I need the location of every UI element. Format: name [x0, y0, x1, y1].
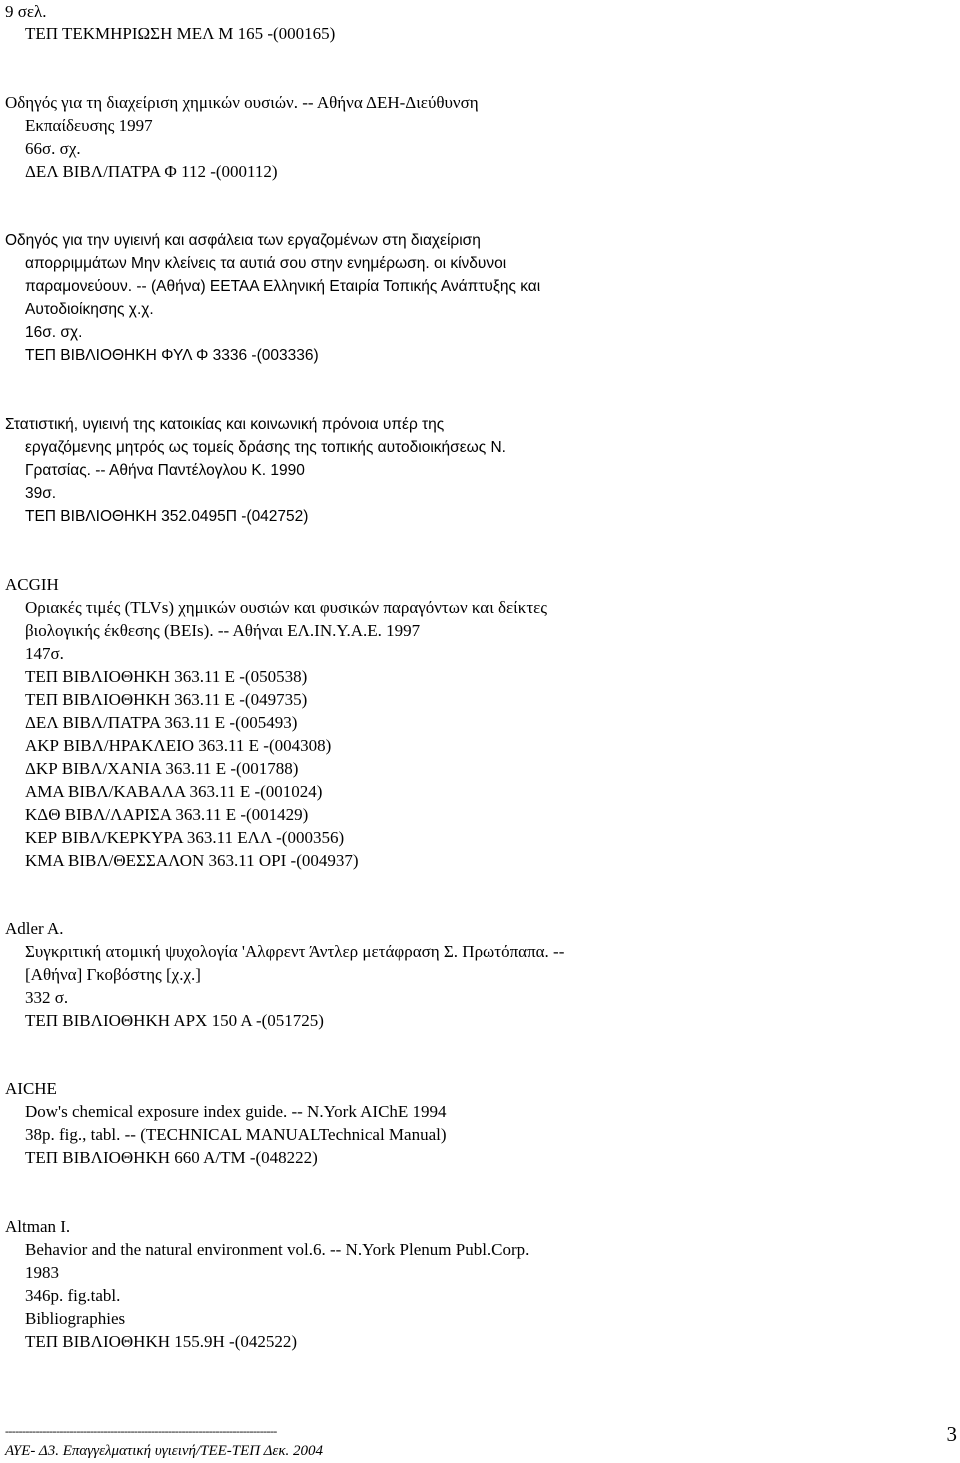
entry-subject: Bibliographies — [25, 1309, 126, 1328]
entry-title: Οδηγός για τη διαχείριση χημικών ουσιών. -- Αθήνα ΔΕΗ-Διεύθυνση — [5, 93, 479, 112]
entry-title-continued: παραμονεύουν. -- (Αθήνα) ΕΕΤΑΑ Ελληνική Εταιρία Τοπικής Ανάπτυξης και — [25, 278, 541, 295]
entry-pages: 332 σ. — [25, 988, 69, 1007]
entry-shelf-mark: ΤΕΠ ΒΙΒΛΙΟΘΗΚΗ ΑΡΧ 150 Α -(051725) — [25, 1011, 324, 1030]
footer-text: ΑΥΕ- Δ3. Επαγγελματική υγιεινή/ΤΕΕ-ΤΕΠ Δεκ. 2004 — [5, 1443, 324, 1459]
entry-title-continued: εργαζόμενης μητρός ως τομείς δράσης της τοπικής αυτοδιοικήσεως Ν. — [25, 439, 506, 456]
entry-title: Dow's chemical exposure index guide. -- N.York AIChE 1994 — [25, 1102, 447, 1121]
entry-shelf-mark: ΤΕΠ ΒΙΒΛΙΟΘΗΚΗ ΦΥΛ Φ 3336 -(003336) — [25, 347, 319, 364]
entry-title-continued: Εκπαίδευσης 1997 — [25, 116, 153, 135]
entry-pages: 39σ. — [25, 485, 57, 502]
entry-shelf-mark: ΤΕΠ ΒΙΒΛΙΟΘΗΚΗ 352.0495Π -(042752) — [25, 508, 309, 525]
entry-title-continued: απορριμμάτων Μην κλείνεις τα αυτιά σου στην ενημέρωση. οι κίνδυνοι — [25, 255, 507, 272]
holding-line: ΚΜΑ ΒΙΒΛ/ΘΕΣΣΑΛΟΝ 363.11 ΟΡΙ -(004937) — [25, 851, 359, 870]
holding-line: ΤΕΠ ΒΙΒΛΙΟΘΗΚΗ 363.11 Ε -(050538) — [25, 667, 308, 686]
entry-title: Συγκριτική ατομική ψυχολογία 'Αλφρεντ Άντλερ μετάφραση Σ. Πρωτόπαπα. -- — [25, 942, 565, 961]
entry-pages: 16σ. σχ. — [25, 324, 83, 341]
entry-title-continued: 1983 — [25, 1263, 59, 1282]
entry-shelf-mark: ΔΕΛ ΒΙΒΛ/ΠΑΤΡΑ Φ 112 -(000112) — [25, 162, 278, 181]
holding-line: ΑΜΑ ΒΙΒΛ/ΚΑΒΑΛΑ 363.11 Ε -(001024) — [25, 782, 323, 801]
record-shelf-mark: ΤΕΠ ΤΕΚΜΗΡΙΩΣΗ ΜΕΛ Μ 165 -(000165) — [25, 24, 336, 43]
footer-rule: -------------------------------------------------------------------------------- — [5, 1424, 277, 1438]
entry-pages: 66σ. σχ. — [25, 139, 81, 158]
entry-title-continued: Αυτοδιοίκησης χ.χ. — [25, 301, 154, 318]
entry-author: Altman I. — [5, 1217, 71, 1236]
entry-shelf-mark: ΤΕΠ ΒΙΒΛΙΟΘΗΚΗ 660 Α/ΤΜ -(048222) — [25, 1148, 318, 1167]
record-pages: 9 σελ. — [5, 2, 47, 21]
entry-pages: 346p. fig.tabl. — [25, 1286, 121, 1305]
entry-title-continued: [Αθήνα] Γκοβόστης [χ.χ.] — [25, 965, 201, 984]
entry-author: AICHE — [5, 1079, 57, 1098]
entry-author: Adler A. — [5, 919, 64, 938]
entry-pages: 147σ. — [25, 644, 64, 663]
holding-line: ΚΔΘ ΒΙΒΛ/ΛΑΡΙΣΑ 363.11 Ε -(001429) — [25, 805, 309, 824]
holding-line: ΔΚΡ ΒΙΒΛ/ΧΑΝΙΑ 363.11 Ε -(001788) — [25, 759, 299, 778]
entry-title: Οδηγός για την υγιεινή και ασφάλεια των εργαζομένων στη διαχείριση — [5, 232, 481, 249]
holding-line: ΚΕΡ ΒΙΒΛ/ΚΕΡΚΥΡΑ 363.11 ΕΛΛ -(000356) — [25, 828, 345, 847]
entry-title-continued: Γρατσίας. -- Αθήνα Παντέλογλου Κ. 1990 — [25, 462, 305, 479]
entry-title-continued: βιολογικής έκθεσης (BEIs). -- Αθήναι ΕΛ.ΙΝ.Υ.Α.Ε. 1997 — [25, 621, 421, 640]
holding-line: ΤΕΠ ΒΙΒΛΙΟΘΗΚΗ 363.11 Ε -(049735) — [25, 690, 308, 709]
holding-line: ΔΕΛ ΒΙΒΛ/ΠΑΤΡΑ 363.11 Ε -(005493) — [25, 713, 298, 732]
entry-title: Οριακές τιμές (TLVs) χημικών ουσιών και φυσικών παραγόντων και δείκτες — [25, 598, 548, 617]
entry-title: Στατιστική, υγιεινή της κατοικίας και κοινωνική πρόνοια υπέρ της — [5, 416, 445, 433]
page-number: 3 — [946, 1422, 957, 1446]
entry-pages: 38p. fig., tabl. -- (TECHNICAL MANUALTechnical Manual) — [25, 1125, 447, 1144]
holding-line: ΑΚΡ ΒΙΒΛ/ΗΡΑΚΛΕΙΟ 363.11 Ε -(004308) — [25, 736, 332, 755]
entry-author: ACGIH — [5, 575, 59, 594]
entry-title: Behavior and the natural environment vol.6. -- N.York Plenum Publ.Corp. — [25, 1240, 530, 1259]
entry-shelf-mark: ΤΕΠ ΒΙΒΛΙΟΘΗΚΗ 155.9Η -(042522) — [25, 1332, 298, 1351]
